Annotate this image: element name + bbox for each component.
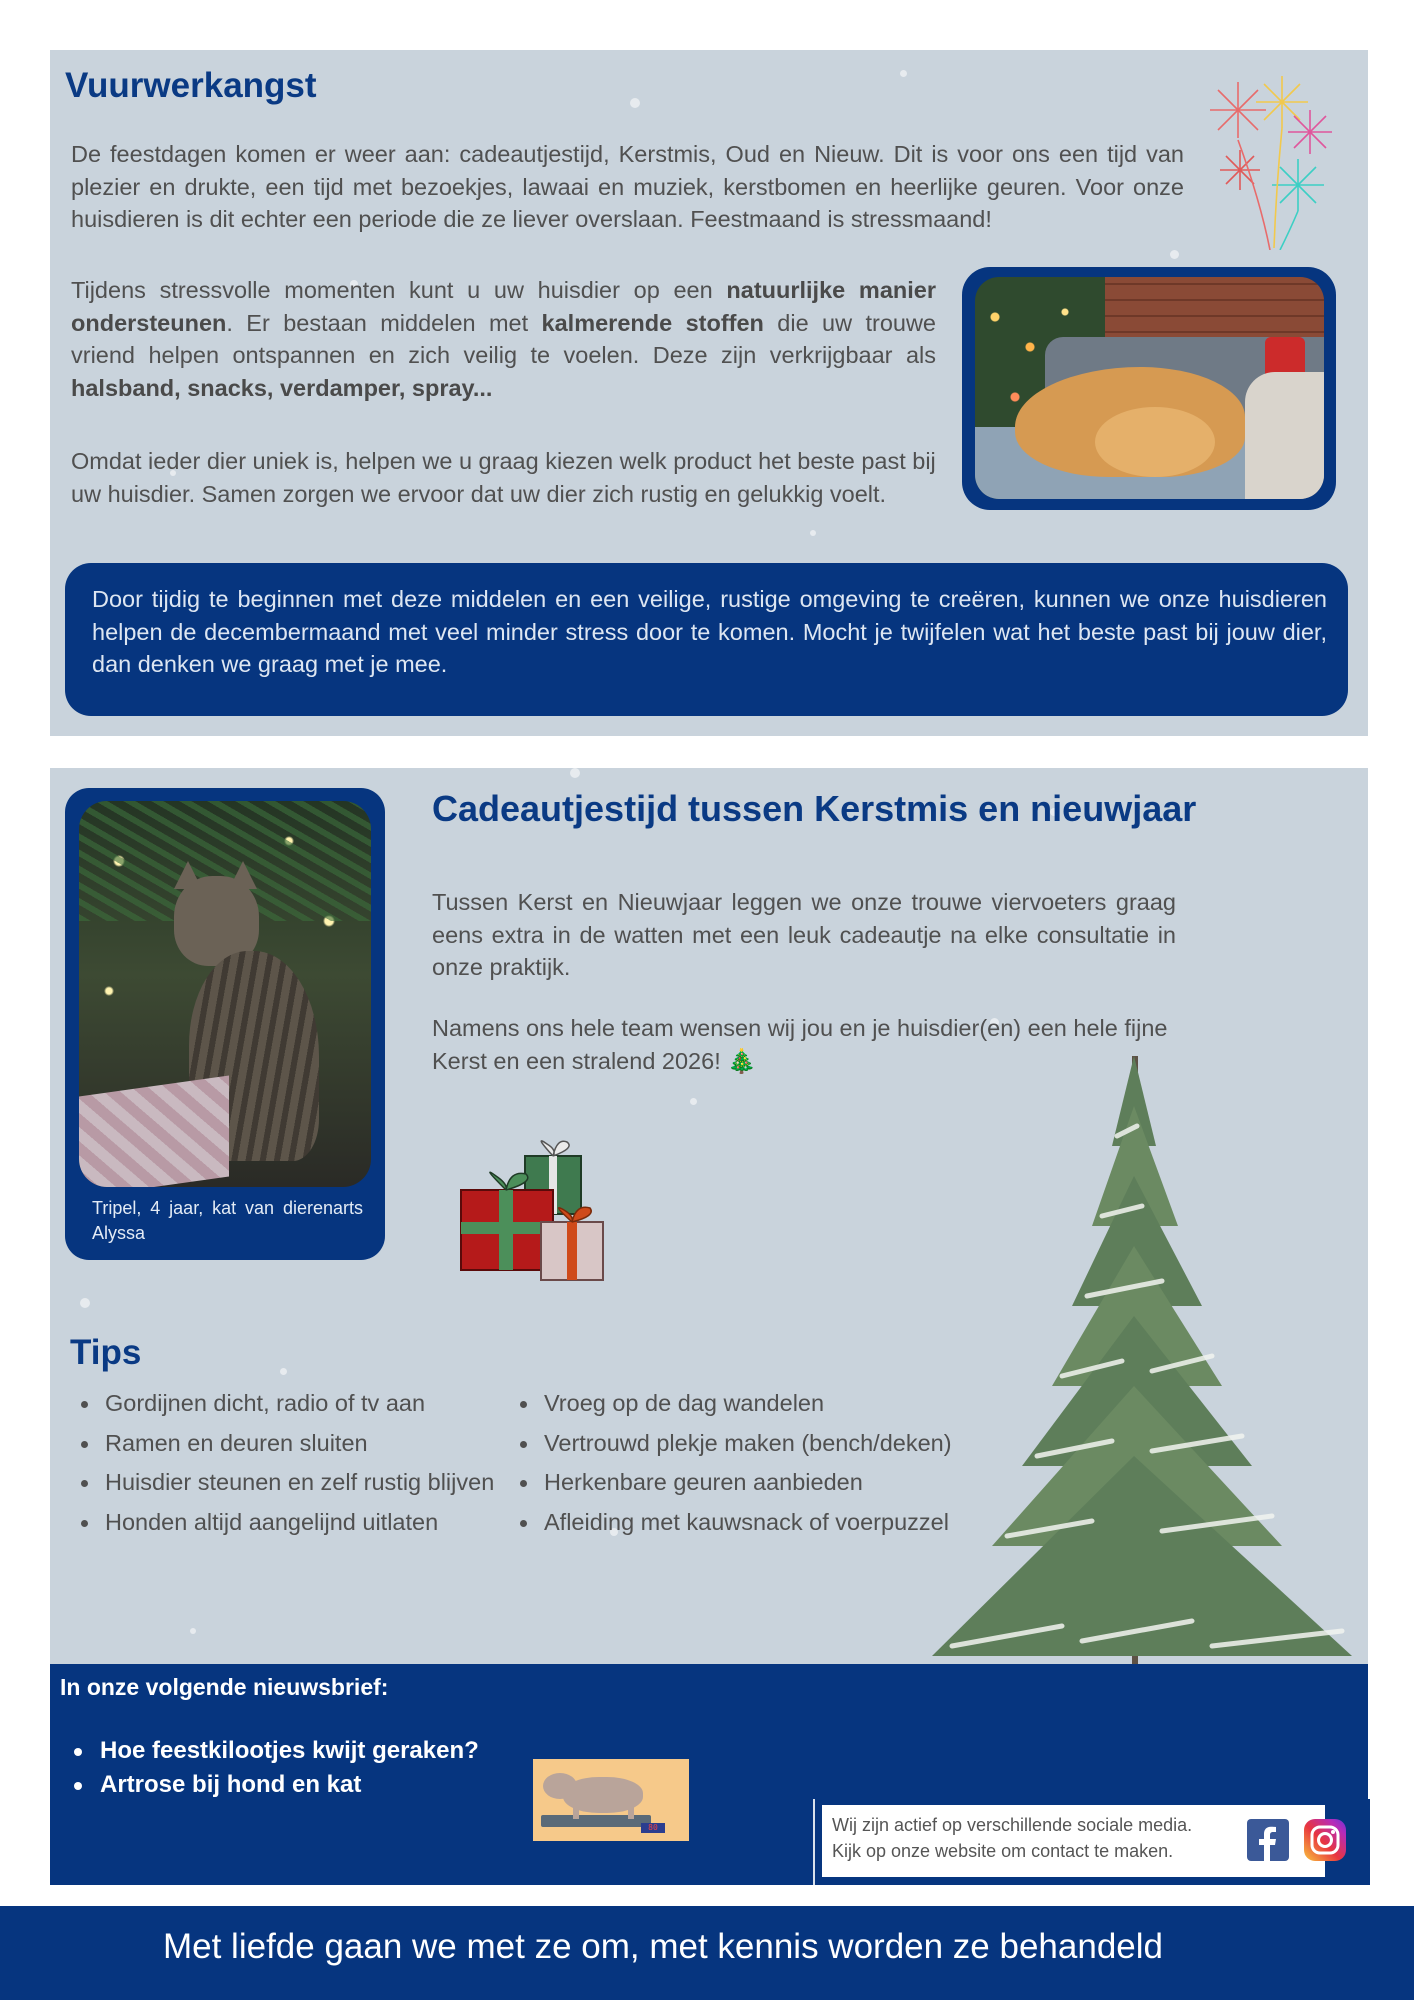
scale-display: 80 bbox=[641, 1823, 665, 1833]
section-fireworks bbox=[50, 50, 1368, 736]
fireworks-support-paragraph: Tijdens stressvolle momenten kunt u uw huisdier op een natuurlijke manier ondersteunen. Er bestaan middelen met kalmerende stoffen die uw trouwe vriend helpen ontspannen en zich veilig te voelen. Deze zijn verkrijgbaar als halsband, snacks, verdamper, spray... bbox=[71, 277, 936, 401]
tip-item: Herkenbare geuren aanbieden bbox=[510, 1463, 970, 1503]
tip-item: Vertrouwd plekje maken (bench/deken) bbox=[510, 1424, 970, 1464]
tips-title: Tips bbox=[70, 1333, 142, 1372]
dog-photo-frame bbox=[962, 267, 1336, 510]
instagram-icon[interactable] bbox=[1304, 1819, 1346, 1861]
christmas-tree-illustration bbox=[912, 1056, 1368, 1668]
gifts-paragraph: Tussen Kerst en Nieuwjaar leggen we onze trouwe viervoeters graag eens extra in de watten met een leuk cadeautje na elke consultatie in onze praktijk. bbox=[432, 889, 1176, 980]
dog-photo bbox=[975, 277, 1324, 499]
tip-item: Gordijnen dicht, radio of tv aan bbox=[71, 1384, 511, 1424]
next-newsletter-list bbox=[60, 1734, 520, 1802]
next-newsletter-section bbox=[50, 1664, 1368, 1885]
footer-banner bbox=[0, 1906, 1414, 2000]
gifts-illustration bbox=[455, 1136, 615, 1286]
social-line-2: Kijk op onze website om contact te maken. bbox=[832, 1841, 1174, 1861]
cat-photo bbox=[79, 801, 371, 1187]
cat-photo-frame bbox=[65, 788, 385, 1260]
tip-item: Vroeg op de dag wandelen bbox=[510, 1384, 970, 1424]
facebook-icon[interactable] bbox=[1247, 1819, 1289, 1861]
tip-item: Huisdier steunen en zelf rustig blijven bbox=[71, 1463, 511, 1503]
fireworks-illustration bbox=[1200, 70, 1340, 250]
tip-item: Afleiding met kauwsnack of voerpuzzel bbox=[510, 1503, 970, 1543]
fireworks-title: Vuurwerkangst bbox=[65, 66, 317, 105]
callout-box bbox=[65, 563, 1348, 716]
social-line-1: Wij zijn actief op verschillende sociale media. bbox=[832, 1815, 1193, 1835]
callout-text: Door tijdig te beginnen met deze middelen en een veilige, rustige omgeving te creëren, kunnen we onze huisdieren helpen de decembermaand met veel minder stress door te komen. Mocht je twijfelen wat het beste past bij jouw dier, dan denken we graag met je mee. bbox=[92, 586, 1327, 677]
tip-item: Honden altijd aangelijnd uitlaten bbox=[71, 1503, 511, 1543]
tips-list-right bbox=[510, 1384, 970, 1542]
dog-on-scale-illustration bbox=[533, 1759, 689, 1841]
tip-item: Ramen en deuren sluiten bbox=[71, 1424, 511, 1464]
social-media-box bbox=[813, 1799, 1370, 1885]
next-topic-item: Artrose bij hond en kat bbox=[60, 1768, 520, 1802]
fireworks-advice-paragraph: Omdat ieder dier uniek is, helpen we u graag kiezen welk product het beste past bij uw huisdier. Samen zorgen we ervoor dat uw dier zich rustig en gelukkig voelt. bbox=[71, 448, 936, 507]
fireworks-intro: De feestdagen komen er weer aan: cadeautjestijd, Kerstmis, Oud en Nieuw. Dit is voor ons een tijd van plezier en drukte, een tijd met bezoekjes, lawaai en muziek, kerstbomen en heerlijke geuren. Voor onze huisdieren is dit echter een periode die ze liever overslaan. Feestmaand is stressmaand! bbox=[71, 141, 1184, 232]
footer-slogan: Met liefde gaan we met ze om, met kennis worden ze behandeld bbox=[162, 1927, 1163, 1966]
cat-caption: Tripel, 4 jaar, kat van dierenarts Alyssa bbox=[92, 1198, 363, 1243]
season-greeting: Namens ons hele team wensen wij jou en je huisdier(en) een hele fijne Kerst en een stralend 2026! 🎄 bbox=[432, 1015, 1168, 1074]
section-gifts bbox=[50, 768, 1368, 1668]
gifts-title: Cadeautjestijd tussen Kerstmis en nieuwjaar bbox=[432, 788, 1197, 829]
next-topic-item: Hoe feestkilootjes kwijt geraken? bbox=[60, 1734, 520, 1768]
next-newsletter-heading: In onze volgende nieuwsbrief: bbox=[60, 1674, 389, 1700]
tips-list-left bbox=[71, 1384, 511, 1542]
